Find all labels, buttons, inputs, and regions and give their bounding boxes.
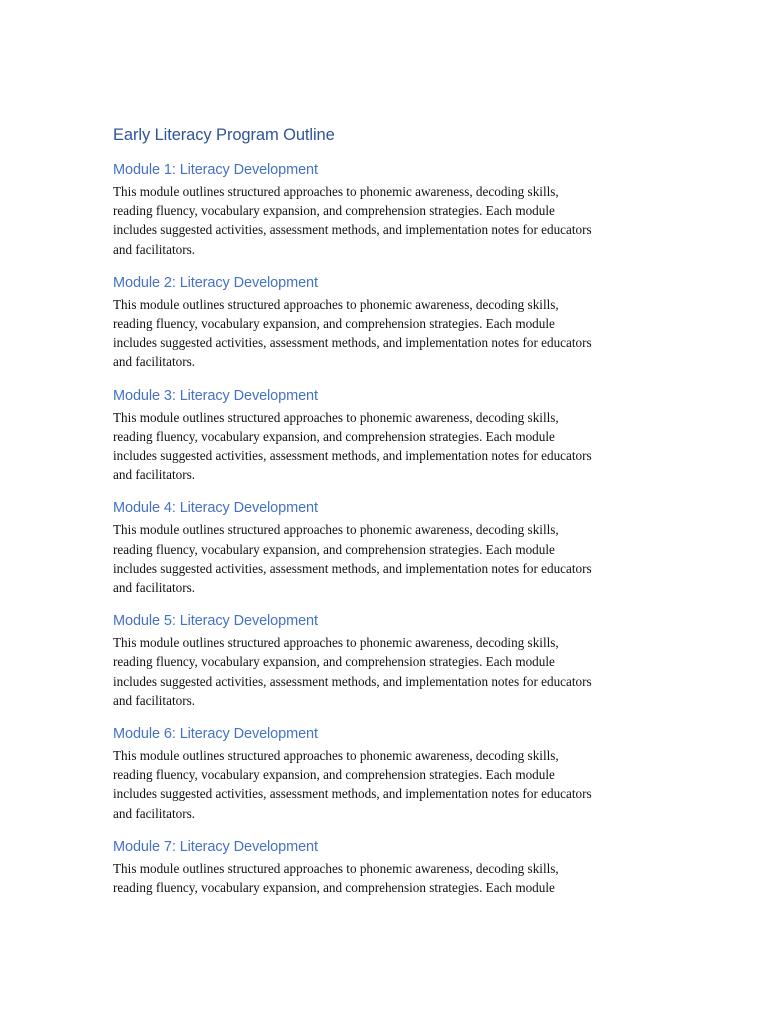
module-description-line: and facilitators. [113,692,196,708]
module-section [113,161,658,259]
module-description [113,859,658,897]
module-heading: Module 7: Literacy Development [113,838,318,855]
module-description-line: reading fluency, vocabulary expansion, and comprehension strategies. Each module [113,767,555,783]
module-section [113,387,658,485]
module-description-line: This module outlines structured approaches to phonemic awareness, decoding skills, [113,635,559,651]
module-description-line: This module outlines structured approaches to phonemic awareness, decoding skills, [113,184,559,199]
document-title: Early Literacy Program Outline [113,126,335,144]
module-description-line: reading fluency, vocabulary expansion, and comprehension strategies. Each module [113,203,555,219]
module-description-line: includes suggested activities, assessment methods, and implementation notes for educators [113,335,592,351]
module-description-line: reading fluency, vocabulary expansion, and comprehension strategies. Each module [113,541,555,557]
module-description-line: This module outlines structured approaches to phonemic awareness, decoding skills, [113,296,559,312]
module-section [113,725,658,823]
module-heading: Module 3: Literacy Development [113,387,318,404]
module-description-line: includes suggested activities, assessment methods, and implementation notes for educators [113,222,592,238]
module-description-line: includes suggested activities, assessment methods, and implementation notes for educators [113,786,592,802]
module-description-line: includes suggested activities, assessment methods, and implementation notes for educators [113,560,592,576]
module-description [113,746,658,823]
module-description-line: This module outlines structured approaches to phonemic awareness, decoding skills, [113,860,559,876]
module-description-line: This module outlines structured approaches to phonemic awareness, decoding skills, [113,409,559,425]
module-heading: Module 4: Literacy Development [113,500,318,517]
module-description [113,182,658,259]
module-description [113,295,658,372]
module-section [113,499,658,597]
module-heading: Module 2: Literacy Development [113,274,318,291]
module-description-line: reading fluency, vocabulary expansion, and comprehension strategies. Each module [113,654,555,670]
module-description-line: includes suggested activities, assessment methods, and implementation notes for educators [113,448,592,464]
module-description-line: includes suggested activities, assessment methods, and implementation notes for educators [113,673,592,689]
module-list [113,161,658,897]
module-description-line: reading fluency, vocabulary expansion, and comprehension strategies. Each module [113,880,555,896]
module-description-line: and facilitators. [113,805,196,821]
module-heading: Module 5: Literacy Development [113,613,318,630]
module-description-line: and facilitators. [113,241,196,257]
module-description-line: reading fluency, vocabulary expansion, and comprehension strategies. Each module [113,428,555,444]
module-section [113,838,658,897]
module-description-line: This module outlines structured approaches to phonemic awareness, decoding skills, [113,748,559,764]
module-heading: Module 6: Literacy Development [113,726,318,743]
module-description-line: and facilitators. [113,580,196,596]
module-heading: Module 1: Literacy Development [113,162,318,178]
module-section [113,274,658,372]
document-content [113,124,658,912]
module-description-line: and facilitators. [113,354,196,370]
module-description-line: This module outlines structured approaches to phonemic awareness, decoding skills, [113,522,559,538]
module-description [113,633,658,710]
module-description [113,408,658,485]
module-description [113,520,658,597]
module-description-line: reading fluency, vocabulary expansion, and comprehension strategies. Each module [113,316,555,332]
module-section [113,612,658,710]
module-description-line: and facilitators. [113,467,196,483]
